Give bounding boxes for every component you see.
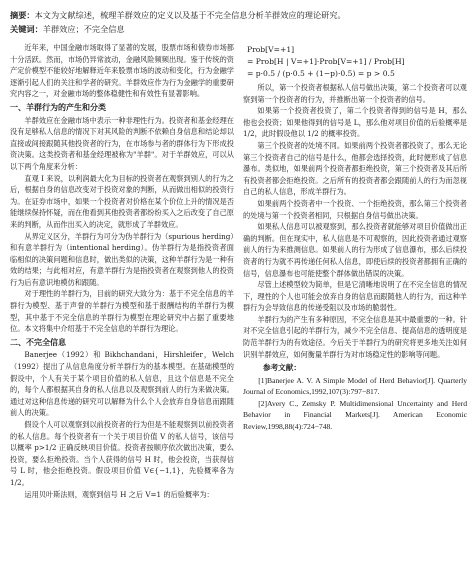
formula-lhs: Prob[V=+1] xyxy=(247,45,295,54)
abstract-text: 本文为文献综述，梳理羊群效应的定义以及基于不完全信息分析羊群效应的理论研究。 xyxy=(34,10,346,20)
reference-item: [2]Avery C., Zemsky P. Multidimensional Uncertainty and Herd Behavior in Financial Markets[J]. American Economic Review,1998,88(4):724−748. xyxy=(243,398,467,431)
body-paragraph: 从界定义区分，羊群行为可分为伪羊群行为（spurious herding）和有意羊群行为（intentional herding）。伪羊群行为是指投资者面临相似的决策问题和信息时，做出类似的决策，这种羊群行为是一种有效的结果；与此相对应，有意羊群行为是指投资者在观察到他人的投资行为后有意识地模仿和跟随。 xyxy=(10,231,234,287)
keywords-text: 羊群效应；不完全信息 xyxy=(42,24,125,34)
keywords-label: 关键词： xyxy=(10,24,43,34)
formula-line: = Prob[H | V=+1]·Prob[V=+1] / Prob[H] xyxy=(247,57,405,66)
body-paragraph: 直观 I 来说，以利润最大化为目标的投资者在观察到别人的行为之后，根据自身的信息改变对于投资对象的判断，从而做出相似的投资行为。在证券市场中，如果一个投资者对价格在某个价位上升的情况是否能继续保持怀疑，而在他看到其他投资者都纷纷买入之后改变了自己原来的判断，从而作出买入的决定，就形成了羊群效应。 xyxy=(10,173,234,229)
body-paragraph: 运用贝叶斯法则，观察到信号 H 之后 V=1 的后验概率为： xyxy=(24,489,214,499)
formula-line: = p·0.5 / (p·0.5 + (1−p)·0.5) = p > 0.5 xyxy=(247,69,395,78)
body-paragraph: 如果前两个投资者中一个投资、一个拒绝投资，那么第三个投资者的处境与第一个投资者相同，只根据自身信号做出决策。 xyxy=(243,198,467,220)
body-paragraph: 尽管上述模型较为简单，但是它清晰地说明了在不完全信息的情况下，理性的个人也可能会放弃自身的信息而跟随他人的行为，而这种羊群行为会导致信息的传递受阻以及市场的脆弱性。 xyxy=(243,280,467,313)
body-paragraph: 羊群效应在金融市场中表示一种非理性行为。投资者和基金经理在没有足够私人信息的情况下对其风险的判断不依赖自身信息和结论却以直接或间接跟随其他投资者的行为，在市场参与者的群体行为下形成投资决策。这类投资者和基金经理被称为"羊群"。对于羊群效应，可以从以下两个角度来分析： xyxy=(10,115,234,171)
body-paragraph: Banerjee（1992）和 Bikhchandani，Hirshleifer，Welch（1992）提出了从信息角度分析羊群行为的基本模型。在基础模型的假设中，个人有关于某个项目价值的私人信息，且这个信息是不完全的，每个人都根据其自身的私人信息以及观察到前人的行为来做决策。通过对这种信息传递的研究可以解释为什么个人会放弃自身信息而跟随前人的决策。 xyxy=(10,350,234,418)
body-paragraph: 如果第一个投资者投资了，第二个投资者得到的信号是 H，那么他也会投资；如果他得到的信号是 L，那么他对项目价值的后验概率是 1/2，此时假设他以 1/2 的概率投资。 xyxy=(243,106,467,139)
section-heading: 二、不完全信息 xyxy=(10,337,66,347)
body-paragraph: 第三个投资者的处境不同。如果前两个投资者都投资了，那么无论第三个投资者自己的信号是什么，他都会选择投资，此时便形成了信息瀑布。类似地，如果前两个投资者都拒绝投资，第三个投资者及其后所有投资者都会拒绝投资。之后所有的投资者都会跟随前人的行为而忽视自己的私人信息，形成羊群行为。 xyxy=(243,140,467,197)
abstract-label: 摘要： xyxy=(10,10,35,20)
body-paragraph: 对于理性的羊群行为，目前的研究大致分为：基于不完全信息的羊群行为模型、基于声誉的羊群行为模型和基于报酬结构的羊群行为模型，其中基于不完全信息的羊群行为模型在理论研究中占据了重要地位。本文将集中介绍基于不完全信息的羊群行为理论。 xyxy=(10,289,234,334)
body-paragraph: 假设个人可以观察到以前投资者的行为但是不能观察到以前投资者的私人信息。每个投资者有一个关于项目价值 V 的私人信号，该信号以概率 p>1/2 正确反映项目价值。投资者按顺序依次做出决策，要么投资，要么拒绝投资。当个人获得的信号 H 时，他会投资，当获得信号 L 时，他会拒绝投资。假设项目价值 V∈{−1,1}，先验概率各为 1/2。 xyxy=(10,420,234,487)
references-heading: 参考文献： xyxy=(263,363,301,373)
intro-paragraph: 近年来，中国金融市场取得了显著的发展，股票市场和债券市场都十分活跃。然而，市场仍异常波动，金融风险频频出现。鉴于传统的资产定价模型不能较好地解释近年来股票市场的波动和变化，行为金融学逐渐引起人们的关注和学者的研究。羊群效应作为行为金融学的重要研究内容之一，对金融市场的整体稳健性和有效性有显著影响。 xyxy=(10,43,234,99)
body-paragraph: 所以，第一个投资者根据私人信号做出决策，第二个投资者可以观察到第一个投资者的行为，并推断出第一个投资者的信号。 xyxy=(243,83,467,104)
right-column xyxy=(243,42,467,432)
body-paragraph: 如果私人信息可以被观察到，那么投资者就能够对项目价值做出正确的判断。但在现实中，私人信息是不可观察的，因此投资者通过观察前人的行为来推测信息。如果前人的行为形成了信息瀑布，那么后续投资者的行为就不再传递任何私人信息，即使后续的投资者都拥有正确的信号，信息瀑布也可能使整个群体做出错误的决策。 xyxy=(243,222,467,278)
reference-item: [1]Banerjee A. V. A Simple Model of Herd Behavior[J]. Quarterly Journal of Economics,1992,107(3):797−817. xyxy=(243,375,467,397)
conclusion-paragraph: 羊群行为的产生有多种原因，不完全信息是其中最重要的一种。针对不完全信息引起的羊群行为，减少不完全信息、提高信息的透明度是防范羊群行为的有效途径。今后关于羊群行为的研究将更多地关注如何识别羊群效应，如何衡量羊群行为对市场稳定性的影响等问题。 xyxy=(243,314,467,359)
left-column xyxy=(10,42,234,500)
section-heading: 一、羊群行为的产生和分类 xyxy=(10,102,106,112)
abstract-block xyxy=(10,8,462,36)
bayes-formula xyxy=(247,44,467,80)
